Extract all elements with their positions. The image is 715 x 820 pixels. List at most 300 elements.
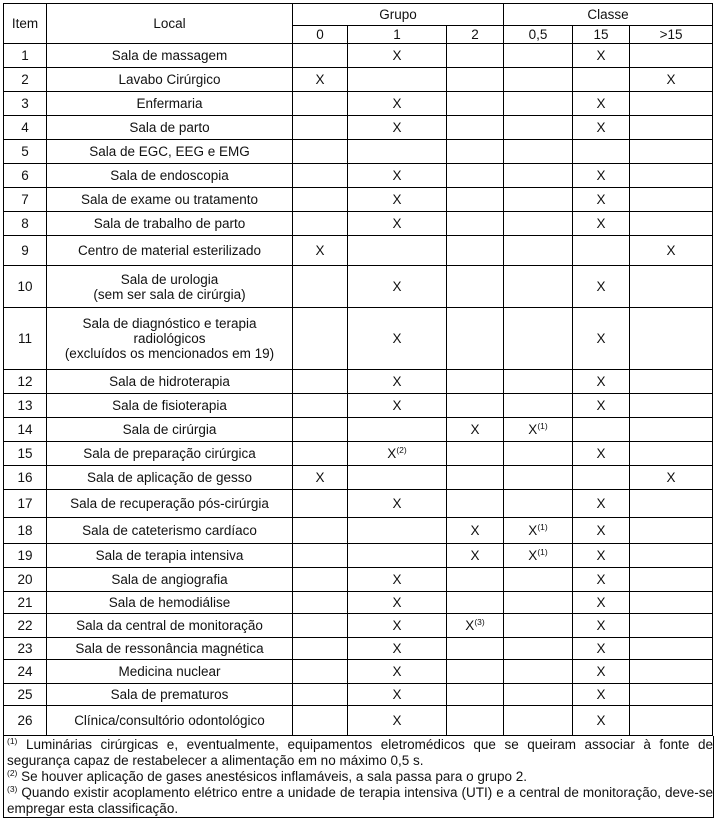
cell-classe-gt15 [630,466,713,490]
table-row [4,188,713,212]
check-mark: X [392,96,402,111]
table-row [4,236,713,266]
cell-grupo-0 [293,660,348,684]
check-mark: X [596,120,606,135]
item-number: 18 [4,518,47,544]
cell-classe-15 [573,68,630,92]
footnote-marker: (3) [7,784,18,794]
local-name [47,518,293,544]
local-name [47,370,293,394]
cell-grupo-0 [293,442,348,466]
check-mark: X [315,470,325,485]
check-mark: X [528,422,538,437]
cell-grupo-0 [293,592,348,614]
footnote-marker: (1) [7,736,18,746]
item-number: 20 [4,568,47,592]
check-mark: X [392,168,402,183]
cell-grupo-0 [293,706,348,736]
cell-classe-0-5 [504,638,573,660]
cell-classe-0-5 [504,266,573,308]
cell-grupo-2 [447,518,504,544]
cell-classe-0-5 [504,164,573,188]
cell-classe-15 [573,116,630,140]
cell-classe-0-5 [504,140,573,164]
header-item: Item [4,4,47,44]
cell-classe-0-5 [504,212,573,236]
local-name [47,140,293,164]
check-mark: X [596,48,606,63]
check-mark: X [528,523,538,538]
cell-classe-0-5 [504,44,573,68]
cell-classe-0-5 [504,370,573,394]
cell-grupo-1 [348,706,447,736]
table-row [4,308,713,370]
check-mark: X [392,595,402,610]
item-number: 3 [4,92,47,116]
check-mark: X [596,523,606,538]
cell-grupo-0 [293,394,348,418]
local-name-line: (excluídos os mencionados em 19) [64,346,275,361]
item-number: 15 [4,442,47,466]
table-row [4,418,713,442]
check-mark: X [392,279,402,294]
table-row [4,592,713,614]
item-number: 1 [4,44,47,68]
local-name [47,706,293,736]
cell-grupo-1 [348,418,447,442]
cell-classe-15 [573,684,630,706]
local-name-line: Sala de diagnóstico e terapia [82,316,257,331]
cell-classe-gt15 [630,394,713,418]
cell-classe-0-5 [504,394,573,418]
local-name [47,442,293,466]
local-name-line: Enfermaria [136,96,203,111]
cell-classe-15 [573,490,630,518]
cell-classe-gt15 [630,236,713,266]
check-mark: X [392,713,402,728]
local-name-line: Sala de EGC, EEG e EMG [89,144,250,159]
cell-grupo-1 [348,544,447,568]
check-mark: X [392,664,402,679]
check-mark: X [392,687,402,702]
item-number: 9 [4,236,47,266]
check-mark: X [528,548,538,563]
local-name [47,92,293,116]
cell-classe-15 [573,592,630,614]
local-name-line: Sala de preparação cirúrgica [83,446,256,461]
footnote-ref: (1) [537,522,548,532]
cell-grupo-2 [447,140,504,164]
cell-grupo-0 [293,568,348,592]
check-mark: X [470,523,480,538]
item-number: 11 [4,308,47,370]
cell-classe-15 [573,266,630,308]
item-number: 16 [4,466,47,490]
cell-classe-15 [573,212,630,236]
cell-grupo-2 [447,638,504,660]
cell-grupo-0 [293,490,348,518]
table-row [4,140,713,164]
cell-classe-0-5 [504,116,573,140]
check-mark: X [470,548,480,563]
footnote-3 [7,785,713,817]
cell-classe-gt15 [630,442,713,466]
local-name [47,544,293,568]
cell-classe-0-5 [504,466,573,490]
cell-classe-15 [573,164,630,188]
check-mark: X [465,618,475,633]
check-mark: X [392,398,402,413]
cell-classe-0-5 [504,706,573,736]
check-mark: X [666,72,676,87]
local-name [47,212,293,236]
check-mark: X [596,96,606,111]
cell-grupo-1 [348,92,447,116]
cell-classe-15 [573,442,630,466]
cell-classe-15 [573,92,630,116]
cell-grupo-0 [293,188,348,212]
cell-grupo-1 [348,44,447,68]
cell-grupo-1 [348,370,447,394]
cell-classe-0-5 [504,308,573,370]
cell-classe-0-5 [504,236,573,266]
cell-grupo-1 [348,188,447,212]
check-mark: X [596,446,606,461]
check-mark: X [596,713,606,728]
item-number: 7 [4,188,47,212]
cell-classe-15 [573,638,630,660]
cell-classe-gt15 [630,140,713,164]
cell-grupo-0 [293,116,348,140]
local-name-line: Sala de hidroterapia [109,374,230,389]
check-mark: X [392,374,402,389]
cell-classe-0-5 [504,544,573,568]
table-row [4,706,713,736]
check-mark: X [392,120,402,135]
cell-grupo-0 [293,638,348,660]
cell-grupo-0 [293,684,348,706]
table-row [4,490,713,518]
cell-grupo-1 [348,518,447,544]
cell-grupo-1 [348,638,447,660]
cell-classe-0-5 [504,684,573,706]
local-name [47,660,293,684]
local-name-line: Sala de endoscopia [110,168,229,183]
cell-classe-15 [573,466,630,490]
cell-classe-gt15 [630,188,713,212]
check-mark: X [596,641,606,656]
cell-classe-15 [573,660,630,684]
cell-classe-15 [573,236,630,266]
check-mark: X [596,216,606,231]
cell-classe-gt15 [630,418,713,442]
cell-classe-gt15 [630,116,713,140]
cell-grupo-1 [348,266,447,308]
cell-grupo-2 [447,544,504,568]
header-grupo-0: 0 [293,26,348,44]
table-row [4,544,713,568]
local-name-line: Sala de massagem [111,48,228,63]
cell-classe-15 [573,188,630,212]
cell-grupo-0 [293,518,348,544]
cell-grupo-1 [348,490,447,518]
check-mark: X [392,48,402,63]
cell-grupo-2 [447,394,504,418]
cell-classe-15 [573,140,630,164]
item-number: 8 [4,212,47,236]
cell-grupo-2 [447,164,504,188]
footnote-ref: (1) [537,547,548,557]
item-number: 12 [4,370,47,394]
local-name-line: radiológicos [133,331,206,346]
cell-classe-0-5 [504,660,573,684]
cell-grupo-2 [447,92,504,116]
check-mark: X [596,279,606,294]
cell-grupo-2 [447,614,504,638]
footnote-text: Luminárias cirúrgicas e, eventualmente, equipamentos eletromédicos que se queiram associar à fonte de segurança capaz de restabelecer a alimentação em no máximo 0,5 s. [7,737,713,768]
footnote-ref: (2) [396,445,407,455]
cell-grupo-1 [348,466,447,490]
footnote-2 [7,769,713,785]
item-number: 24 [4,660,47,684]
check-mark: X [392,216,402,231]
local-name-line: Sala de cateterismo cardíaco [82,523,257,538]
cell-grupo-2 [447,308,504,370]
cell-grupo-0 [293,236,348,266]
local-name [47,490,293,518]
cell-classe-gt15 [630,92,713,116]
local-name-line: Sala da central de monitoração [76,618,263,633]
cell-grupo-2 [447,116,504,140]
cell-grupo-0 [293,44,348,68]
local-name-line: Sala de prematuros [110,687,229,702]
cell-classe-0-5 [504,92,573,116]
item-number: 13 [4,394,47,418]
check-mark: X [596,168,606,183]
cell-classe-0-5 [504,568,573,592]
cell-grupo-2 [447,592,504,614]
item-number: 22 [4,614,47,638]
cell-classe-gt15 [630,266,713,308]
header-classe-gt15: >15 [630,26,713,44]
local-name-line: Sala de terapia intensiva [95,548,244,563]
table-row [4,466,713,490]
header-classe-15: 15 [573,26,630,44]
local-name-line: Sala de angiografia [111,572,228,587]
local-name [47,466,293,490]
local-name-line: Lavabo Cirúrgico [118,72,221,87]
local-name-line: Sala de fisioterapia [112,398,227,413]
check-mark: X [596,496,606,511]
item-number: 10 [4,266,47,308]
footnotes [3,736,714,818]
table-row [4,614,713,638]
cell-classe-gt15 [630,614,713,638]
cell-grupo-2 [447,706,504,736]
check-mark: X [470,422,480,437]
cell-grupo-2 [447,490,504,518]
cell-grupo-2 [447,188,504,212]
local-name [47,188,293,212]
header-grupo: Grupo [293,4,504,26]
local-name [47,568,293,592]
cell-classe-15 [573,568,630,592]
cell-grupo-2 [447,418,504,442]
item-number: 5 [4,140,47,164]
cell-grupo-0 [293,418,348,442]
local-name [47,68,293,92]
local-name [47,266,293,308]
item-number: 25 [4,684,47,706]
cell-grupo-1 [348,592,447,614]
local-name [47,684,293,706]
local-name-line: Sala de aplicação de gesso [86,470,253,485]
table-row [4,568,713,592]
cell-grupo-0 [293,544,348,568]
check-mark: X [392,496,402,511]
table-row [4,212,713,236]
check-mark: X [596,398,606,413]
cell-grupo-0 [293,212,348,236]
local-name-line: Medicina nuclear [118,664,221,679]
cell-classe-gt15 [630,544,713,568]
cell-grupo-1 [348,140,447,164]
local-name [47,236,293,266]
cell-classe-15 [573,44,630,68]
cell-classe-gt15 [630,684,713,706]
cell-grupo-2 [447,212,504,236]
room-classification-table [3,3,713,736]
header-classe-0-5: 0,5 [504,26,573,44]
local-name [47,116,293,140]
local-name-line: Centro de material esterilizado [77,243,262,258]
local-name [47,164,293,188]
cell-grupo-1 [348,660,447,684]
cell-grupo-0 [293,308,348,370]
cell-grupo-2 [447,568,504,592]
item-number: 17 [4,490,47,518]
table-row [4,116,713,140]
cell-classe-gt15 [630,44,713,68]
cell-classe-gt15 [630,164,713,188]
cell-classe-0-5 [504,614,573,638]
table-row [4,660,713,684]
cell-classe-0-5 [504,490,573,518]
check-mark: X [392,192,402,207]
cell-grupo-1 [348,236,447,266]
cell-grupo-1 [348,212,447,236]
cell-grupo-1 [348,68,447,92]
cell-grupo-0 [293,68,348,92]
check-mark: X [596,664,606,679]
table-row [4,44,713,68]
cell-grupo-2 [447,370,504,394]
local-name [47,592,293,614]
check-mark: X [596,374,606,389]
cell-grupo-1 [348,308,447,370]
cell-grupo-1 [348,164,447,188]
cell-classe-gt15 [630,308,713,370]
cell-classe-15 [573,308,630,370]
local-name [47,614,293,638]
cell-grupo-2 [447,266,504,308]
cell-classe-0-5 [504,188,573,212]
cell-classe-0-5 [504,592,573,614]
cell-grupo-1 [348,568,447,592]
table-row [4,92,713,116]
cell-grupo-0 [293,92,348,116]
check-mark: X [596,595,606,610]
check-mark: X [596,548,606,563]
cell-classe-15 [573,614,630,638]
item-number: 21 [4,592,47,614]
cell-grupo-1 [348,394,447,418]
footnote-1 [7,737,713,769]
item-number: 23 [4,638,47,660]
local-name [47,44,293,68]
table-row [4,394,713,418]
footnote-ref: (3) [474,617,485,627]
local-name [47,418,293,442]
check-mark: X [596,331,606,346]
check-mark: X [387,446,397,461]
local-name-line: Sala de parto [129,120,210,135]
check-mark: X [315,243,325,258]
cell-classe-15 [573,706,630,736]
table-row [4,370,713,394]
table-row [4,442,713,466]
table-row [4,266,713,308]
local-name-line: Sala de recuperação pós-cirúrgia [70,496,269,511]
table-body [4,44,713,736]
check-mark: X [666,243,676,258]
check-mark: X [392,572,402,587]
cell-grupo-2 [447,68,504,92]
header-grupo-1: 1 [348,26,447,44]
check-mark: X [392,618,402,633]
cell-grupo-1 [348,684,447,706]
check-mark: X [666,470,676,485]
local-name-line: Sala de urologia [120,271,219,287]
check-mark: X [392,641,402,656]
cell-grupo-0 [293,370,348,394]
footnote-text: Quando existir acoplamento elétrico entre a unidade de terapia intensiva (UTI) e a central de monitoração, deve-se empregar esta classificação. [7,785,713,816]
item-number: 14 [4,418,47,442]
cell-grupo-2 [447,660,504,684]
cell-classe-15 [573,418,630,442]
cell-classe-gt15 [630,370,713,394]
header-row-top [4,4,713,26]
local-name-line: Clínica/consultório odontológico [74,713,265,728]
cell-grupo-1 [348,442,447,466]
table-row [4,164,713,188]
local-name [47,638,293,660]
header-classe: Classe [504,4,713,26]
item-number: 26 [4,706,47,736]
check-mark: X [392,331,402,346]
cell-classe-gt15 [630,68,713,92]
cell-grupo-0 [293,140,348,164]
cell-classe-0-5 [504,518,573,544]
cell-grupo-0 [293,164,348,188]
item-number: 4 [4,116,47,140]
cell-classe-gt15 [630,638,713,660]
cell-classe-0-5 [504,442,573,466]
footnote-ref: (1) [537,421,548,431]
check-mark: X [596,687,606,702]
cell-classe-15 [573,544,630,568]
table-row [4,684,713,706]
